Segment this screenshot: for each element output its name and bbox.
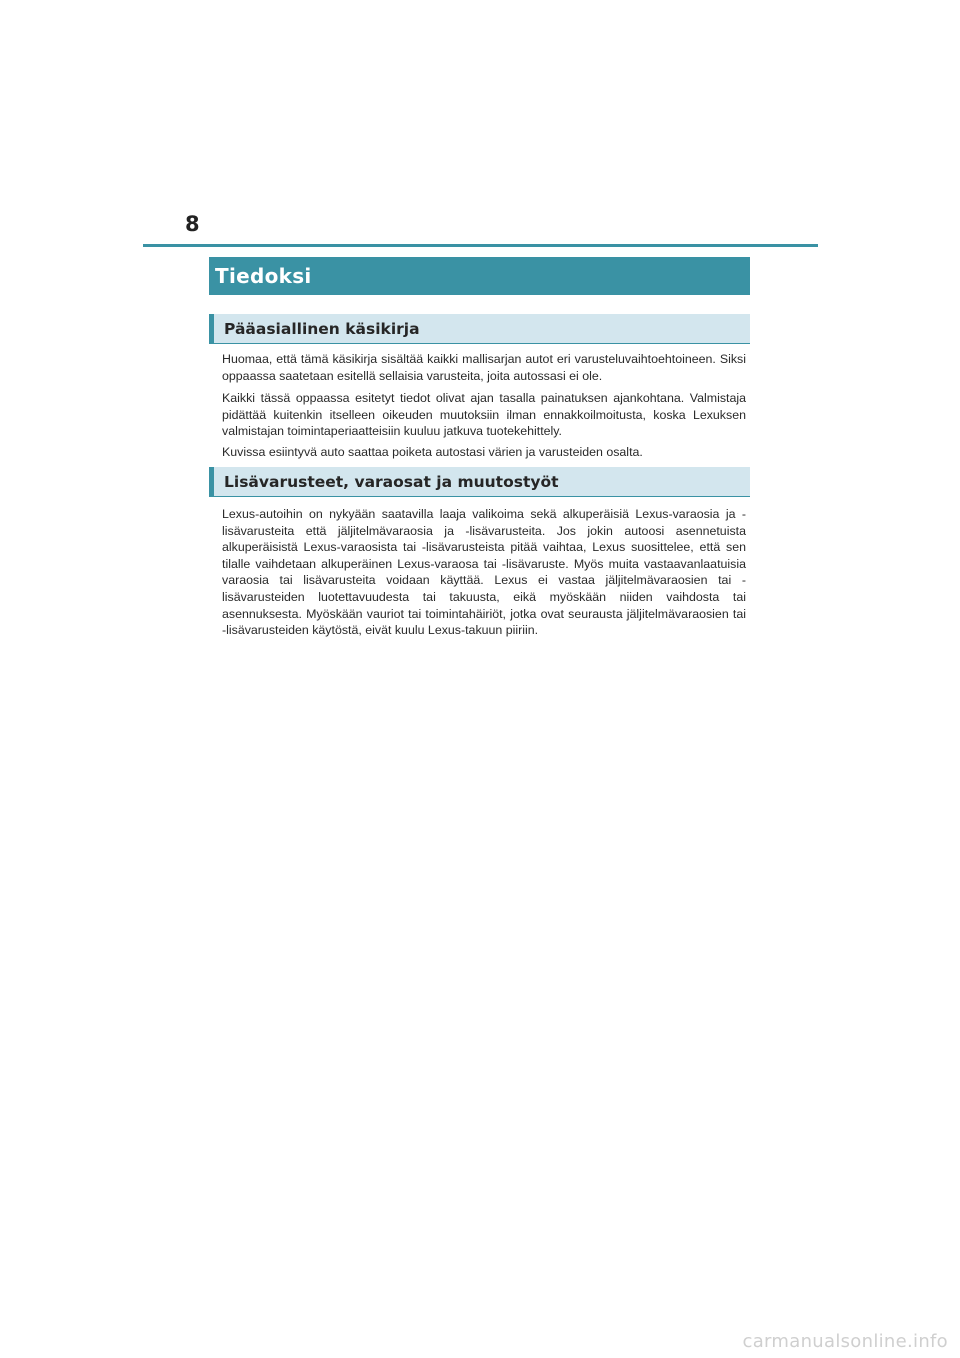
subsection-heading-main-manual: Pääasiallinen käsikirja	[209, 314, 750, 344]
header-rule	[143, 244, 818, 247]
paragraph-accessories-parts: Lexus-autoihin on nykyään saatavilla laaja valikoima sekä alkuperäisiä Lexus-varaosia ja -lisävarusteita että jäljitelmävaraosia ja -lisävarusteita. Jos jokin autoosi asennetuista alkuperäisistä Lexus-varaosista tai -lisävarusteista pitää vaihtaa, Lexus suosittelee, että sen tilalle vaihdetaan alkuperäinen Lexus-varaosa tai -lisävaruste. Myös muita vastaavanlaatuisia varaosia tai lisävarusteita voidaan käyttää. Lexus ei vastaa jäljitelmävaraosien tai -lisävarusteiden luotettavuudesta tai takuusta, eikä myöskään niiden vaihdosta tai asennuksesta. Myöskään vauriot tai toimintahäiriöt, jotka ovat seurausta jäljitelmävaraosien tai -lisävarusteiden käytöstä, eivät kuulu Lexus-takuun piiriin.	[222, 507, 746, 638]
paragraph-information-validity: Kaikki tässä oppaassa esitetyt tiedot olivat ajan tasalla painatuksen ajankohtana. Valmistaja pidättää kuitenkin itselleen oikeuden muutoksiin ilman ennakkoilmoitusta, koska Lexuksen valmistajan toimintaperiaatteisiin kuuluu jatkuva tuotekehittely.	[222, 391, 746, 439]
paragraph-model-coverage: Huomaa, että tämä käsikirja sisältää kaikki mallisarjan autot eri varusteluvaihtoehtoineen. Siksi oppaassa saatetaan esitellä sellaisia varusteita, joita autossasi ei ole.	[222, 352, 746, 383]
subsection-heading-accessories: Lisävarusteet, varaosat ja muutostyöt	[209, 467, 750, 497]
section-title: Tiedoksi	[209, 257, 750, 295]
paragraph-illustration-note: Kuvissa esiintyvä auto saattaa poiketa autostasi värien ja varusteiden osalta.	[222, 445, 643, 459]
page-number: 8	[185, 212, 200, 236]
watermark: carmanualsonline.info	[742, 1331, 948, 1352]
